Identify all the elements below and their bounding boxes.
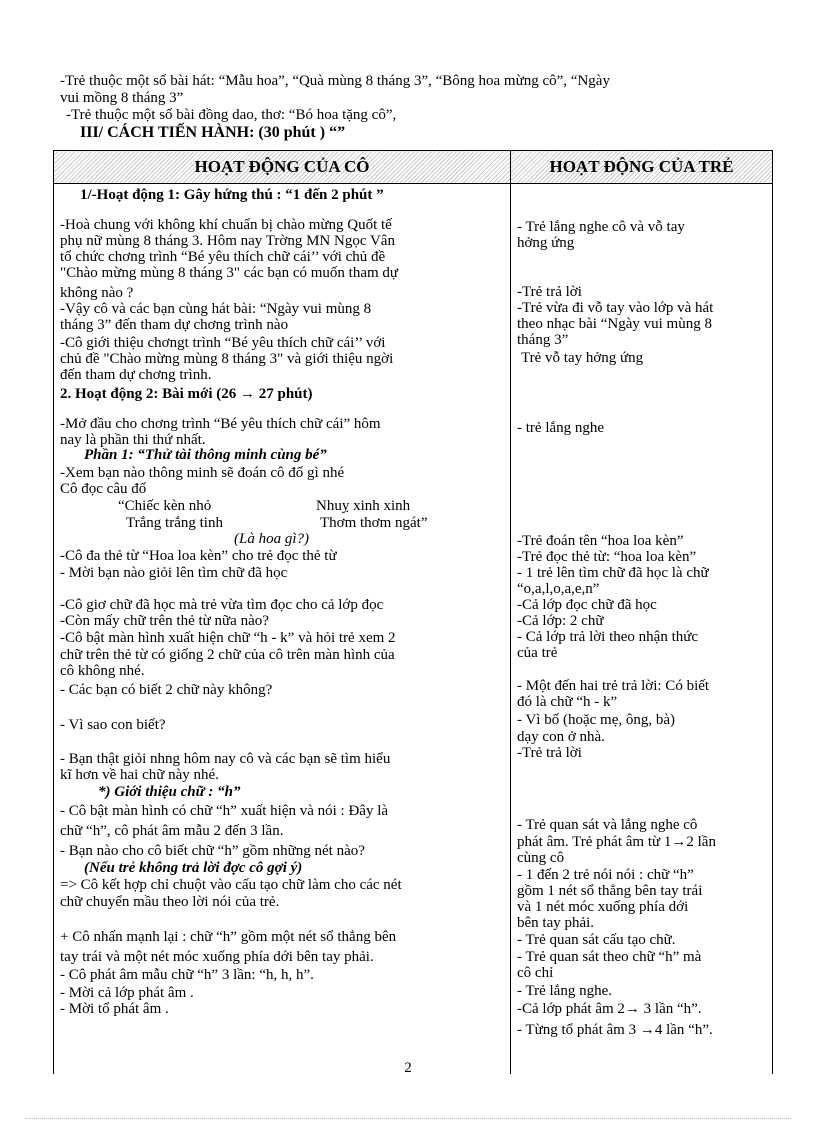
teacher-line: tháng 3” đến tham dự chơng trình nào	[60, 317, 289, 333]
header-teacher-activity: HOẠT ĐỘNG CỦA CÔ	[54, 151, 511, 184]
riddle-question: (Là hoa gì?)	[234, 531, 309, 547]
child-line: - Một đến hai trẻ trả lời: Có biết	[517, 678, 710, 694]
child-line: - Từng tổ phát âm 3 →4 lần “h”.	[517, 1022, 713, 1038]
teacher-line: tay trái và một nét móc xuống phía dới bên tay phải.	[60, 949, 374, 965]
child-line: gồm 1 nét sổ thẳng bên tay trái	[517, 883, 703, 899]
child-line: - trẻ lắng nghe	[517, 420, 605, 436]
teacher-line: - Cô phát âm mẫu chữ “h” 3 lần: “h, h, h”.	[60, 967, 314, 983]
teacher-line: - Cô bật màn hình có chữ “h” xuất hiện và nói : Đây là	[60, 803, 389, 819]
intro-line: -Trẻ thuộc một số bài đồng dao, thơ: “Bó hoa tặng cô”,	[66, 107, 397, 123]
child-line: theo nhạc bài “Ngày vui mùng 8	[517, 316, 712, 332]
riddle-line: Thơm thơm ngát”	[320, 515, 428, 531]
teacher-line: phụ nữ mùng 8 tháng 3. Hôm nay Trờng MN Ngọc Vân	[60, 233, 395, 249]
teacher-line: - Mời cả lớp phát âm .	[60, 985, 194, 1001]
header-child-activity: HOẠT ĐỘNG CỦA TRẺ	[511, 151, 773, 184]
page-bottom-divider	[25, 1118, 791, 1119]
child-activity-cell	[511, 184, 773, 1075]
child-line: dạy con ở nhà.	[517, 729, 605, 745]
teacher-activity-cell	[54, 184, 511, 1075]
child-line: - Trẻ lắng nghe.	[517, 983, 612, 999]
teacher-line: không nào ?	[60, 285, 134, 301]
child-line: “o,a,l,o,a,e,n”	[517, 581, 600, 597]
activity-2-heading: 2. Hoạt động 2: Bài mới (26 → 27 phút)	[60, 386, 313, 402]
teacher-line: - Bạn thật giỏi nhng hôm nay cô và các bạn sẽ tìm hiểu	[60, 751, 391, 767]
activity-table	[53, 150, 773, 1074]
child-line: - 1 trẻ lên tìm chữ đã học là chữ	[517, 565, 709, 581]
intro-line: -Trẻ thuộc một số bài hát: “Mẫu hoa”, “Quà mùng 8 tháng 3”, “Bông hoa mừng cô”, “Ngày	[60, 73, 610, 89]
teacher-line: kĩ hơn về hai chữ này nhé.	[60, 767, 219, 783]
child-line: - 1 đến 2 trẻ nói nói : chữ “h”	[517, 867, 694, 883]
child-line: -Trẻ trả lời	[517, 284, 582, 300]
child-line: -Cả lớp: 2 chữ	[517, 613, 604, 629]
teacher-line: chủ đề "Chào mừng mùng 8 tháng 3" và giới thiệu ngời	[60, 351, 394, 367]
child-line: phát âm. Trẻ phát âm từ 1→2 lần	[517, 834, 716, 850]
riddle-line: “Chiếc kèn nhỏ	[118, 498, 212, 514]
child-line: -Trẻ trả lời	[517, 745, 582, 761]
child-line: -Trẻ đoán tên “hoa loa kèn”	[517, 533, 684, 549]
page-number: 2	[404, 1060, 412, 1076]
child-line: -Cả lớp đọc chữ đã học	[517, 597, 657, 613]
teacher-line: cô không nhé.	[60, 663, 145, 679]
child-line: - Trẻ quan sát cấu tạo chữ.	[517, 932, 676, 948]
letter-intro-heading: *) Giới thiệu chữ : “h”	[98, 784, 241, 800]
hint-note: (Nếu trẻ không trả lời đợc cô gợi ý)	[84, 860, 303, 876]
teacher-line: -Xem bạn nào thông minh sẽ đoán cô đố gì nhé	[60, 465, 345, 481]
teacher-line: -Hoà chung với không khí chuẩn bị chào mừng Quốt tế	[60, 217, 392, 233]
teacher-line: nay là phần thi thứ nhất.	[60, 432, 206, 448]
riddle-line: Nhuỵ xinh xinh	[316, 498, 411, 514]
teacher-line: => Cô kết hợp chỉ chuột vào cấu tạo chữ làm cho các nét	[60, 877, 402, 893]
child-line: -Trẻ đọc thẻ từ: “hoa loa kèn”	[517, 549, 697, 565]
child-line: cô chỉ	[517, 965, 554, 981]
child-line: -Trẻ vừa đi vỗ tay vào lớp và hát	[517, 300, 714, 316]
child-line: - Trẻ quan sát theo chữ “h” mà	[517, 949, 702, 965]
teacher-line: - Mời bạn nào giỏi lên tìm chữ đã học	[60, 565, 288, 581]
teacher-line: - Bạn nào cho cô biết chữ “h” gồm những nét nào?	[60, 843, 365, 859]
child-line: - Trẻ lắng nghe cô và vỗ tay	[517, 219, 685, 235]
teacher-line: -Vậy cô và các bạn cùng hát bài: “Ngày vui mùng 8	[60, 301, 372, 317]
teacher-line: + Cô nhấn mạnh lại : chữ “h” gồm một nét sổ thẳng bên	[60, 929, 397, 945]
teacher-line: "Chào mừng mùng 8 tháng 3" các bạn có muốn tham dự	[60, 265, 399, 281]
child-line: Trẻ vỗ tay hởng ứng	[521, 350, 644, 366]
teacher-line: -Cô giới thiệu chơngt trình “Bé yêu thích chữ cái’’ với	[60, 335, 386, 351]
teacher-line: -Cô bật màn hình xuất hiện chữ “h - k” và hỏi trẻ xem 2	[60, 630, 396, 646]
teacher-line: - Các bạn có biết 2 chữ này không?	[60, 682, 273, 698]
teacher-line: -Cô giơ chữ đã học mà trẻ vừa tìm đọc cho cả lớp đọc	[60, 597, 384, 613]
child-line: -Cả lớp phát âm 2→ 3 lần “h”.	[517, 1001, 702, 1017]
child-line: - Cả lớp trả lời theo nhận thức	[517, 629, 699, 645]
teacher-line: tổ chức chơng trình “Bé yêu thích chữ cái’’ với chủ đề	[60, 249, 386, 265]
child-line: đó là chữ “h - k”	[517, 694, 618, 710]
teacher-line: chữ trên thẻ từ có giống 2 chữ của cô trên màn hình của	[60, 647, 395, 663]
activity-1-heading: 1/-Hoạt động 1: Gây hứng thú : “1 đến 2 phút ”	[80, 187, 384, 203]
child-line: - Trẻ quan sát và lắng nghe cô	[517, 817, 698, 833]
child-line: của trẻ	[517, 645, 558, 661]
teacher-line: - Vì sao con biết?	[60, 717, 166, 733]
teacher-line: Cô đọc câu đố	[60, 481, 147, 497]
teacher-line: -Mở đầu cho chơng trình “Bé yêu thích chữ cái” hôm	[60, 416, 381, 432]
intro-line: vui mồng 8 tháng 3”	[60, 90, 184, 106]
teacher-line: chữ chuyển mầu theo lời nói của trẻ.	[60, 894, 280, 910]
intro-section	[60, 73, 770, 141]
section-heading: III/ CÁCH TIẾN HÀNH: (30 phút ) “”	[80, 124, 346, 141]
child-line: - Vì bố (hoặc mẹ, ông, bà)	[517, 712, 676, 728]
teacher-line: chữ “h”, cô phát âm mẫu 2 đến 3 lần.	[60, 823, 284, 839]
child-line: hởng ứng	[517, 235, 575, 251]
teacher-line: - Mời tổ phát âm .	[60, 1001, 169, 1017]
riddle-line: Trắng trắng tinh	[126, 515, 223, 531]
child-line: cùng cô	[517, 850, 565, 866]
teacher-line: -Cô đa thẻ từ “Hoa loa kèn” cho trẻ đọc thẻ từ	[60, 548, 337, 564]
child-line: tháng 3”	[517, 332, 569, 348]
part-1-heading: Phần 1: “Thử tài thông minh cùng bé”	[84, 447, 327, 463]
child-line: bên tay phải.	[517, 915, 595, 931]
child-line: và 1 nét móc xuống phía dới	[517, 899, 689, 915]
teacher-line: -Còn mấy chữ trên thẻ từ nữa nào?	[60, 613, 269, 629]
teacher-line: đến tham dự chơng trình.	[60, 367, 212, 383]
